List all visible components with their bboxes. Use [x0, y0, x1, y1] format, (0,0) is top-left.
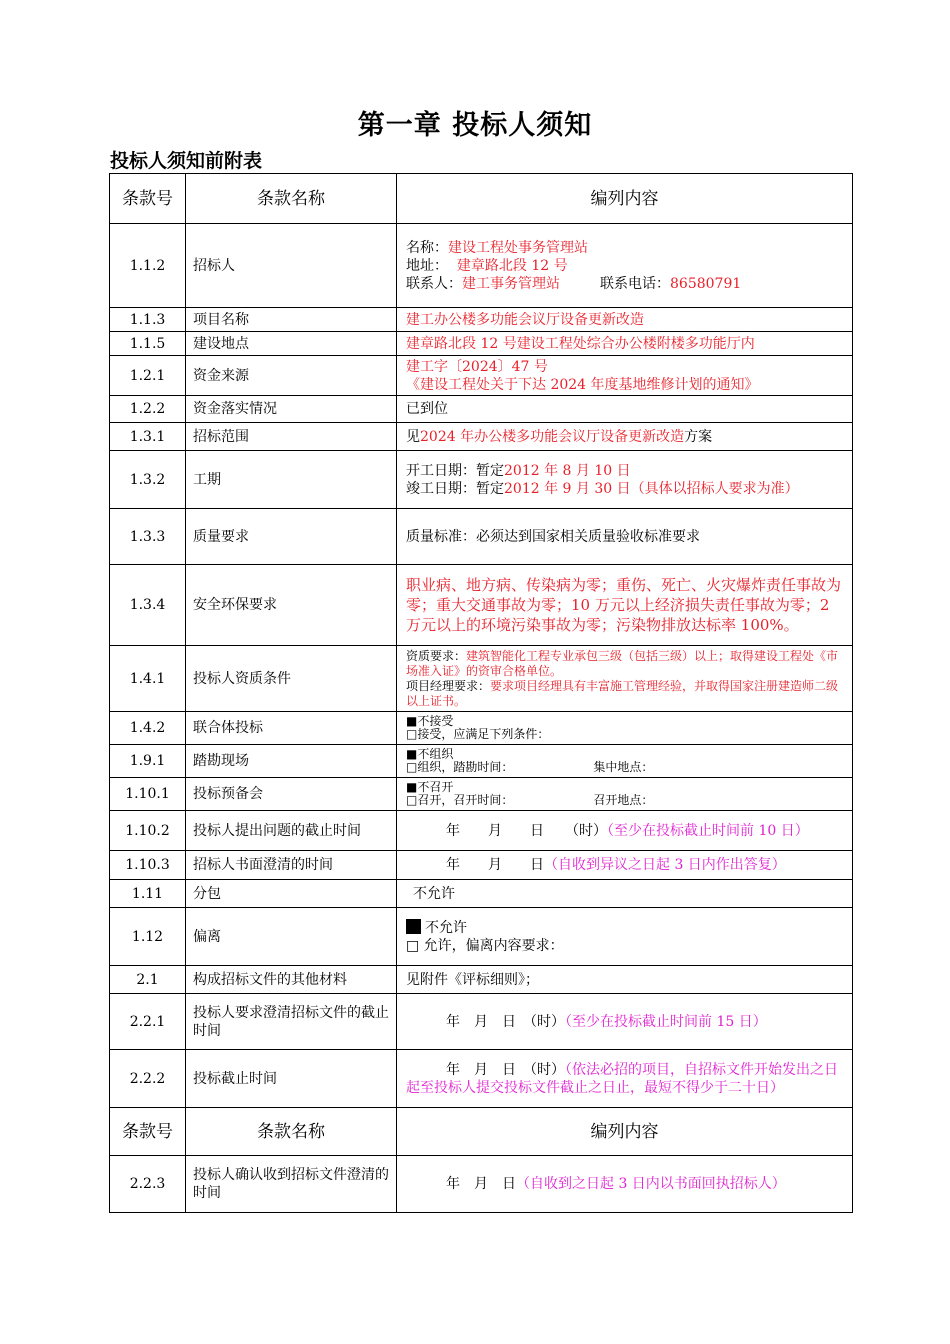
clause-name: 招标人书面澄清的时间 — [186, 851, 397, 880]
table-row — [110, 356, 853, 396]
clause-content: 年 月 日 （时）（至少在投标截止时间前 15 日） — [397, 994, 853, 1050]
clause-name: 资金落实情况 — [186, 396, 397, 423]
clause-no: 1.1.5 — [110, 332, 186, 356]
clause-content: 年 月 日 （时）（依法必招的项目，自招标文件开始发出之日起至投标人提交投标文件截止之日止，最短不得少于二十日） — [397, 1050, 853, 1108]
table-row — [110, 851, 853, 880]
clause-content: 建工办公楼多功能会议厅设备更新改造 — [397, 308, 853, 332]
table-row — [110, 745, 853, 778]
clause-content: 职业病、地方病、传染病为零；重伤、死亡、火灾爆炸责任事故为零；重大交通事故为零；10 万元以上经济损失责任事故为零；2 万元以上的环境污染事故为零；污染物排放达标率 100%。 — [397, 565, 853, 646]
table-row — [110, 966, 853, 994]
clause-name: 建设地点 — [186, 332, 397, 356]
clause-content: ■不接受 □接受，应满足下列条件： — [397, 712, 853, 745]
clause-no: 1.1.2 — [110, 224, 186, 308]
table-row — [110, 308, 853, 332]
clause-no: 1.10.3 — [110, 851, 186, 880]
clause-name: 投标人确认收到招标文件澄清的时间 — [186, 1156, 397, 1213]
clause-no: 1.3.3 — [110, 509, 186, 565]
clause-no: 1.11 — [110, 880, 186, 908]
table-row — [110, 332, 853, 356]
clause-no: 1.4.2 — [110, 712, 186, 745]
clause-name: 投标截止时间 — [186, 1050, 397, 1108]
page-title: 第一章 投标人须知 — [357, 110, 593, 141]
clause-name: 投标预备会 — [186, 778, 397, 811]
clause-name: 投标人资质条件 — [186, 646, 397, 712]
clause-content: 建工字〔2024〕47 号 《建设工程处关于下达 2024 年度基地维修计划的通知》 — [397, 356, 853, 396]
clause-no: 1.10.2 — [110, 811, 186, 851]
header-name: 条款名称 — [186, 174, 397, 224]
clause-content: 不允许 — [397, 880, 853, 908]
clause-no: 1.12 — [110, 908, 186, 966]
bidder-instructions-table — [109, 173, 853, 1213]
clause-name: 构成招标文件的其他材料 — [186, 966, 397, 994]
table-row — [110, 712, 853, 745]
clause-content: 不允许 □ 允许，偏离内容要求： — [397, 908, 853, 966]
header-content: 编列内容 — [397, 174, 853, 224]
clause-content: 年 月 日（自收到之日起 3 日内以书面回执招标人） — [397, 1156, 853, 1213]
clause-name: 投标人提出问题的截止时间 — [186, 811, 397, 851]
clause-name: 招标人 — [186, 224, 397, 308]
clause-no: 1.3.4 — [110, 565, 186, 646]
table-caption: 投标人须知前附表 — [110, 150, 263, 172]
clause-content: 建章路北段 12 号建设工程处综合办公楼附楼多功能厅内 — [397, 332, 853, 356]
header-name: 条款名称 — [186, 1108, 397, 1156]
clause-no: 1.1.3 — [110, 308, 186, 332]
table-row — [110, 1156, 853, 1213]
table-row — [110, 880, 853, 908]
table-row — [110, 423, 853, 451]
clause-content: 名称：建设工程处事务管理站 地址： 建章路北段 12 号 联系人：建工事务管理站 联系电话：86580791 — [397, 224, 853, 308]
clause-name: 招标范围 — [186, 423, 397, 451]
clause-name: 联合体投标 — [186, 712, 397, 745]
clause-content: 已到位 — [397, 396, 853, 423]
clause-name: 工期 — [186, 451, 397, 509]
clause-name: 质量要求 — [186, 509, 397, 565]
clause-content: 质量标准：必须达到国家相关质量验收标准要求 — [397, 509, 853, 565]
clause-content: 见2024 年办公楼多功能会议厅设备更新改造方案 — [397, 423, 853, 451]
clause-name: 踏勘现场 — [186, 745, 397, 778]
clause-no: 1.9.1 — [110, 745, 186, 778]
clause-name: 投标人要求澄清招标文件的截止时间 — [186, 994, 397, 1050]
table-row — [110, 908, 853, 966]
table-row — [110, 396, 853, 423]
table-row — [110, 565, 853, 646]
clause-no: 2.2.1 — [110, 994, 186, 1050]
table-row — [110, 994, 853, 1050]
table-row — [110, 646, 853, 712]
table-row — [110, 1050, 853, 1108]
table-row — [110, 509, 853, 565]
clause-name: 偏离 — [186, 908, 397, 966]
clause-content: 年 月 日 （时）（至少在投标截止时间前 10 日） — [397, 811, 853, 851]
clause-no: 2.1 — [110, 966, 186, 994]
clause-content: 资质要求：建筑智能化工程专业承包三级（包括三级）以上；取得建设工程处《市场准入证》的资审合格单位。 项目经理要求：要求项目经理具有丰富施工管理经验，并取得国家注册建造师二级以上证书。 — [397, 646, 853, 712]
table-row — [110, 778, 853, 811]
header-content: 编列内容 — [397, 1108, 853, 1156]
table-header-row-repeat — [110, 1108, 853, 1156]
clause-content: 年 月 日（自收到异议之日起 3 日内作出答复） — [397, 851, 853, 880]
clause-no: 1.2.2 — [110, 396, 186, 423]
header-no: 条款号 — [110, 174, 186, 224]
clause-no: 2.2.3 — [110, 1156, 186, 1213]
header-no: 条款号 — [110, 1108, 186, 1156]
table-row — [110, 224, 853, 308]
clause-name: 分包 — [186, 880, 397, 908]
clause-no: 2.2.2 — [110, 1050, 186, 1108]
clause-name: 资金来源 — [186, 356, 397, 396]
checked-box-icon — [406, 919, 421, 934]
clause-content: 开工日期：暂定2012 年 8 月 10 日 竣工日期：暂定2012 年 9 月 30 日（具体以招标人要求为准） — [397, 451, 853, 509]
clause-no: 1.10.1 — [110, 778, 186, 811]
clause-no: 1.3.1 — [110, 423, 186, 451]
clause-no: 1.4.1 — [110, 646, 186, 712]
clause-no: 1.3.2 — [110, 451, 186, 509]
table-row — [110, 451, 853, 509]
clause-content: 见附件《评标细则》； — [397, 966, 853, 994]
table-header-row — [110, 174, 853, 224]
clause-name: 项目名称 — [186, 308, 397, 332]
clause-no: 1.2.1 — [110, 356, 186, 396]
clause-content: ■不召开 □召开，召开时间： 召开地点： — [397, 778, 853, 811]
clause-content: ■不组织 □组织，踏勘时间： 集中地点： — [397, 745, 853, 778]
clause-name: 安全环保要求 — [186, 565, 397, 646]
table-row — [110, 811, 853, 851]
